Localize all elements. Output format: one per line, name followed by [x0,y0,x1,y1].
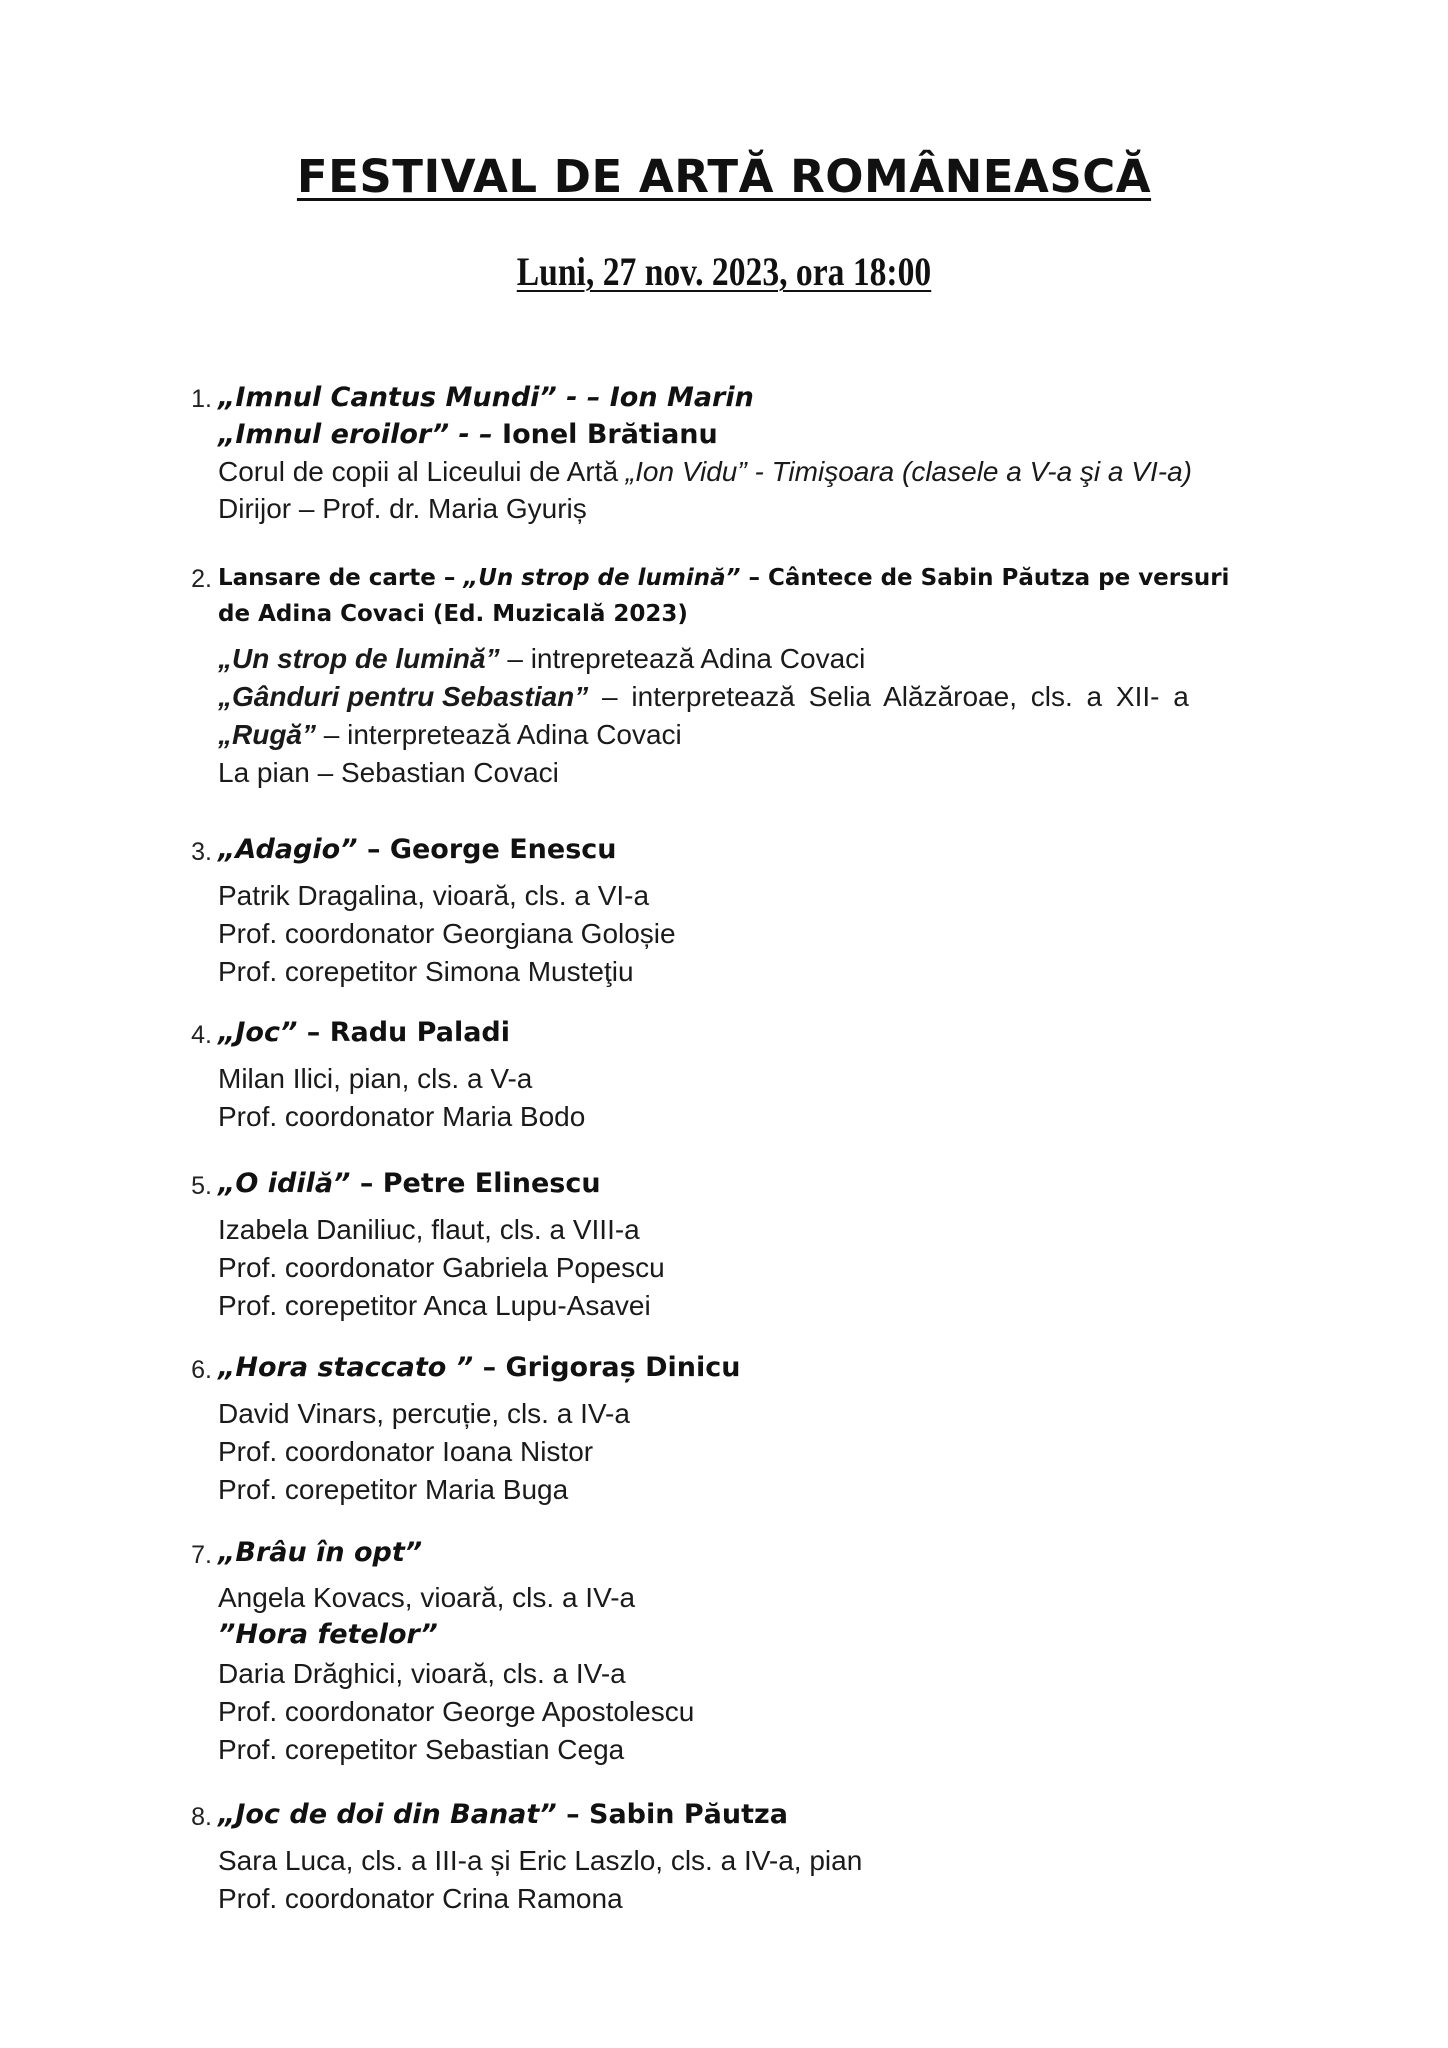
coordinator-line: Prof. coordonator George Apostolescu [218,1696,695,1727]
choir-name: Corul de copii al Liceului de Artă [218,456,626,487]
accompanist-line: Prof. corepetitor Sebastian Cega [218,1734,625,1765]
item-number: 6. [191,1356,212,1384]
work-title: „O idilă” [218,1168,351,1199]
work-line [218,1168,601,1199]
accompanist-line: Prof. corepetitor Maria Buga [218,1474,569,1505]
work-line [218,1017,510,1048]
work-line [218,382,754,413]
composer: – Grigoraș Dinicu [482,1352,741,1383]
song-performer: – intrepretează Adina Covaci [499,643,866,674]
song-line [218,681,1189,713]
book-title: „Un strop de lumină” [463,565,741,591]
item-number: 8. [191,1803,212,1831]
song-performer: – interpretează Adina Covaci [316,719,682,750]
school-name: „Ion Vidu” - Timişoara (clasele a V-a şi a VI-a) [625,456,1192,487]
coordinator-line: Prof. coordonator Gabriela Popescu [218,1252,665,1283]
work-line [218,834,617,865]
separator: – [577,382,610,413]
composer: Ion Marin [609,382,754,413]
work-line [218,419,718,450]
composer: – Petre Elinescu [359,1168,601,1199]
work-title: „Joc de doi din Banat” [218,1799,557,1830]
work-line [218,1799,788,1830]
accompanist-line: Prof. corepetitor Anca Lupu-Asavei [218,1290,651,1321]
launch-label: Lansare de carte – [218,565,464,591]
coordinator-line: Prof. coordonator Ioana Nistor [218,1436,594,1467]
performer-line: Daria Drăghici, vioară, cls. a IV-a [218,1658,626,1689]
item-number: 1. [191,385,212,413]
song-title: „Un strop de lumină” [218,643,500,674]
work-title: „Joc” [218,1017,298,1048]
work-title: ”Hora fetelor” [218,1619,438,1650]
item-number: 2. [191,565,212,593]
performer-line: Milan Ilici, pian, cls. a V-a [218,1063,533,1094]
book-details: de Adina Covaci (Ed. Muzicală 2023) [218,601,688,627]
work-title: „Imnul Cantus Mundi” - [218,382,578,413]
work-title: „Imnul eroilor” - [218,419,470,450]
composer: – Radu Paladi [306,1017,510,1048]
conductor-line: Dirijor – Prof. dr. Maria Gyuriș [218,493,587,524]
performer-line: David Vinars, percuție, cls. a IV-a [218,1398,630,1429]
song-performer: – interpretează Selia Alăzăroae, cls. a XII- a [588,681,1189,712]
performer-line: Sara Luca, cls. a III-a și Eric Laszlo, cls. a IV-a, pian [218,1845,863,1876]
performer-line: Izabela Daniliuc, flaut, cls. a VIII-a [218,1214,640,1245]
performer-line: Patrik Dragalina, vioară, cls. a VI-a [218,880,650,911]
item-number: 5. [191,1172,212,1200]
page-title: FESTIVAL DE ARTĂ ROMÂNEASCĂ [296,150,1152,203]
coordinator-line: Prof. coordonator Georgiana Goloșie [218,918,676,949]
work-title: „Hora staccato ” [218,1352,474,1383]
book-description: – Cântece de Sabin Păutza pe versuri [740,565,1230,591]
work-title: „Adagio” [218,834,358,865]
composer: Ionel Brătianu [502,419,718,450]
song-line [218,719,682,751]
song-line [218,643,865,675]
item-number: 7. [191,1541,212,1569]
work-line [218,1352,740,1383]
coordinator-line: Prof. coordonator Maria Bodo [218,1101,586,1132]
song-title: „Rugă” [218,719,316,750]
item-number: 4. [191,1021,212,1049]
work-line [218,1537,422,1568]
performer-line: Angela Kovacs, vioară, cls. a IV-a [218,1582,636,1613]
work-line [218,1619,438,1650]
event-date: Luni, 27 nov. 2023, ora 18:00 [516,249,932,294]
item-number: 3. [191,838,212,866]
book-launch-line [218,565,1229,591]
performer-line [218,456,1192,488]
composer: – Sabin Păutza [566,1799,788,1830]
work-title: „Brâu în opt” [218,1537,423,1568]
coordinator-line: Prof. coordonator Crina Ramona [218,1883,623,1914]
accompanist-line: Prof. corepetitor Simona Musteţiu [218,956,634,987]
pianist-line: La pian – Sebastian Covaci [218,757,559,788]
composer: – George Enescu [366,834,617,865]
song-title: „Gânduri pentru Sebastian” [218,681,589,712]
separator: – [469,419,503,450]
